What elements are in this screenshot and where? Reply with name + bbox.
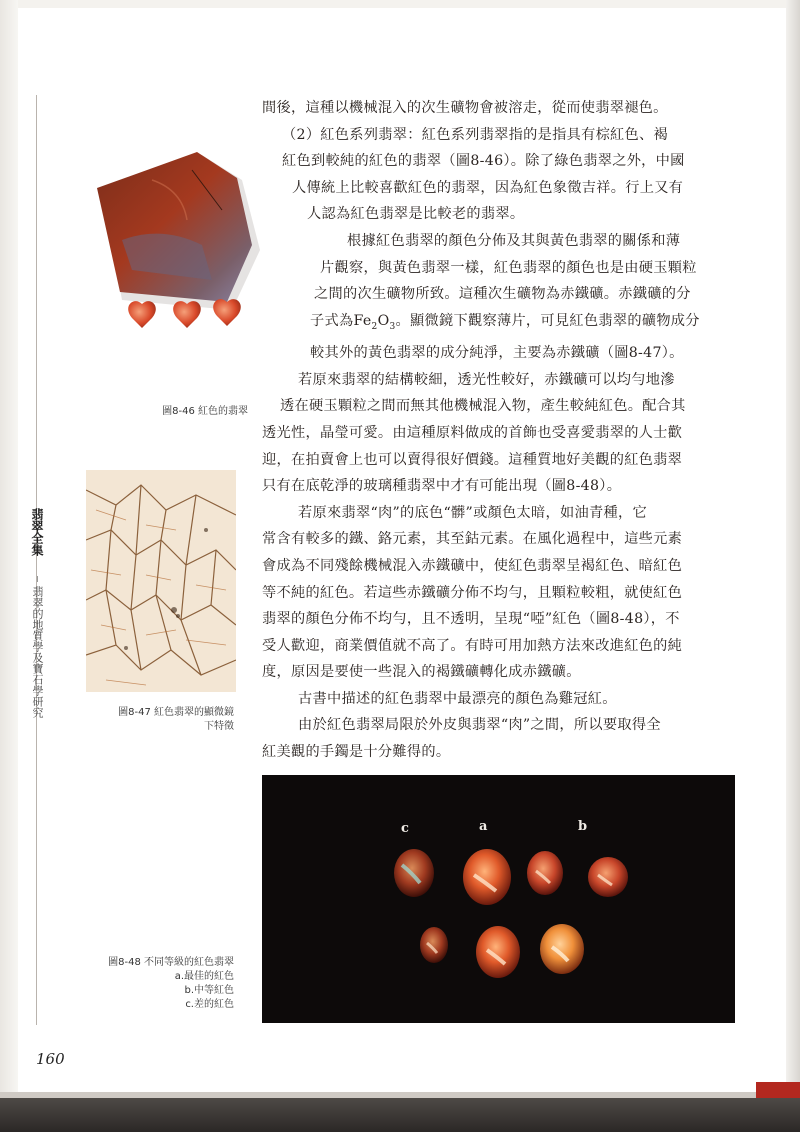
figure-8-48-caption-a: a.最佳的紅色 [174,971,234,982]
text-line: 只有在底乾淨的玻璃種翡翠中才有可能出現（圖8-48）。 [262,478,622,495]
text-line: 常含有較多的鐵、鉻元素，其至鈷元素。在風化過程中，這些元素 [262,531,683,548]
cabochon-a-large [463,849,511,905]
cabochon-b1 [527,851,563,895]
text-line: 等不純的紅色。若這些赤鐵礦分佈不均勻，且顆粒較粗，就使紅色 [262,584,683,601]
sidebar-separator [37,576,38,582]
text-line-formula [262,308,740,340]
cabochon-c-large [394,849,434,897]
text-line: 之間的次生礦物所致。這種次生礦物為赤鐵礦。赤鐵礦的分 [314,286,691,303]
label-c: c [401,821,409,836]
figure-8-48-caption-c: c.差的紅色 [185,999,234,1010]
body-text [262,95,740,766]
page-number: 160 [36,1050,65,1068]
text-line: 透在硬玉顆粒之間而無其他機械混入物，產生較純紅色。配合其 [280,398,686,415]
formula-prefix: 子式為 [310,312,354,329]
page-edge-left [0,0,18,1132]
book-cover-band [0,1098,800,1132]
text-line: 由於紅色翡翠局限於外皮與翡翠“肉”之間，所以要取得全 [298,717,661,734]
sidebar-chapter-title: 翡翠的地質學及寶石學研究 [31,586,44,718]
figure-8-48-caption-b: b.中等紅色 [184,985,234,996]
text-line: 若原來翡翠的結構較細，透光性較好，赤鐵礦可以均勻地滲 [298,371,675,388]
text-line: 受人歡迎，商業價值就不高了。有時可用加熱方法來改進紅色的純 [262,637,683,654]
cabochon-a-small [476,926,520,978]
figure-8-46-caption: 圖8-46 紅色的翡翠 [162,406,248,417]
text-line: 翡翠的顏色分佈不均勻，且不透明，呈現“啞”紅色（圖8-48），不 [262,611,680,628]
text-line: 會成為不同殘餘機械混入赤鐵礦中，使紅色翡翠呈褐紅色、暗紅色 [262,557,683,574]
text-line: 根據紅色翡翠的顏色分佈及其與黃色翡翠的關係和薄 [347,232,681,249]
sidebar-book-title: 翡翠全集 [30,508,44,556]
text-line: （2）紅色系列翡翠：紅色系列翡翠指的是指具有棕紅色、褐 [282,126,669,143]
text-line: 透光性，晶瑩可愛。由這種原料做成的首飾也受喜愛翡翠的人士歡 [262,424,683,441]
figure-8-46-red-jade-image [92,150,262,350]
text-line: 人傳統上比較喜歡紅色的翡翠，因為紅色象徵吉祥。行上又有 [292,179,684,196]
label-a: a [479,819,488,834]
text-line: 片觀察，與黃色翡翠一樣，紅色翡翠的顏色也是由硬玉顆粒 [320,259,697,276]
figure-8-47-caption-line2: 下特徵 [204,721,234,732]
label-b: b [578,819,588,834]
figure-8-47-micrograph-image [86,470,236,692]
text-line: 若原來翡翠“肉”的底色“髒”或顏色太暗，如油青種，它 [298,504,647,521]
text-line: 迎，在拍賣會上也可以賣得很好價錢。這種質地好美觀的紅色翡翠 [262,451,683,468]
sidebar-running-title [26,492,48,751]
text-line: 間後，這種以機械混入的次生礦物會被溶走，從而使翡翠褪色。 [262,100,668,116]
page-edge-top [0,0,800,8]
figure-8-47-caption-line1: 圖8-47 紅色翡翠的顯微鏡 [118,707,234,718]
figure-8-48-caption [84,956,234,1012]
text-line: 紅美觀的手鐲是十分難得的。 [262,744,451,761]
text-line: 度，原因是要使一些混入的褐鐵礦轉化成赤鐵礦。 [262,664,581,681]
text-line: 人認為紅色翡翠是比較老的翡翠。 [307,206,525,223]
page-edge-right [786,0,800,1132]
cabochon-c-small [420,927,448,963]
text-line: 古書中描述的紅色翡翠中最漂亮的顏色為雞冠紅。 [298,690,617,707]
text-line: 紅色到較純的紅色的翡翠（圖8-46）。除了綠色翡翠之外，中國 [282,153,685,170]
chemical-formula: $Fe_2O_3$ [353,312,396,332]
text-line: 較其外的黃色翡翠的成分純淨，主要為赤鐵礦（圖8-47）。 [310,345,684,362]
figure-8-47-caption [92,706,234,734]
cabochon-b-small [540,924,584,974]
formula-suffix: 。顯微鏡下觀察薄片，可見紅色翡翠的礦物成分 [395,312,700,329]
figure-8-48-graded-jade-image [262,775,735,1023]
cabochon-b2 [588,857,628,897]
figure-8-48-caption-title: 圖8-48 不同等級的紅色翡翠 [108,957,234,968]
red-tab-marker [756,1082,800,1098]
